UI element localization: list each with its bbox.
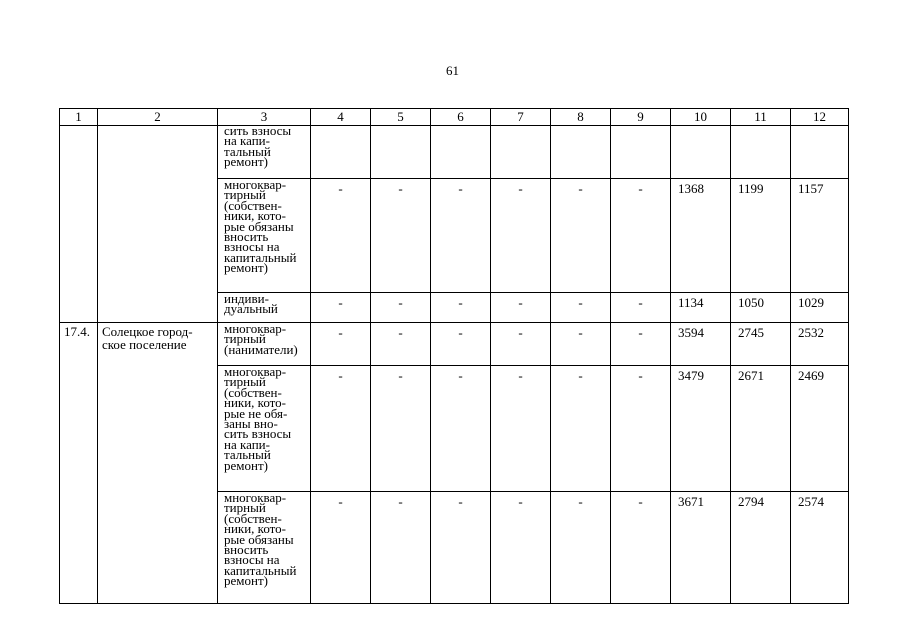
value-cell: -	[311, 293, 371, 323]
value-cell: -	[491, 179, 551, 293]
value-cell: -	[611, 293, 671, 323]
value-cell: -	[491, 492, 551, 604]
value-cell: -	[431, 293, 491, 323]
column-header: 4	[311, 109, 371, 126]
value-cell	[311, 126, 371, 179]
settlement-cell	[98, 126, 218, 323]
column-header: 6	[431, 109, 491, 126]
value-cell: -	[371, 366, 431, 492]
table-row	[60, 323, 849, 366]
housing-type-cell: многоквар- тирный (собствен- ники, кото- рые обязаны вносить взносы на капитальный ремонт)	[218, 179, 311, 293]
housing-type-cell: сить взносы на капи- тальный ремонт)	[218, 126, 311, 179]
value-cell: -	[551, 323, 611, 366]
value-cell: -	[551, 293, 611, 323]
value-cell: -	[371, 179, 431, 293]
value-cell: -	[311, 323, 371, 366]
value-cell: -	[431, 179, 491, 293]
value-cell: -	[491, 293, 551, 323]
value-cell: -	[491, 323, 551, 366]
housing-type-cell: многоквар- тирный (наниматели)	[218, 323, 311, 366]
column-header: 12	[791, 109, 849, 126]
column-header: 1	[60, 109, 98, 126]
value-cell	[491, 126, 551, 179]
value-cell: 1134	[671, 293, 731, 323]
value-cell: -	[611, 492, 671, 604]
column-header: 2	[98, 109, 218, 126]
value-cell	[371, 126, 431, 179]
column-header: 10	[671, 109, 731, 126]
value-cell: -	[371, 492, 431, 604]
column-header: 7	[491, 109, 551, 126]
value-cell: 1368	[671, 179, 731, 293]
value-cell: 2532	[791, 323, 849, 366]
value-cell: -	[311, 492, 371, 604]
value-cell: 2671	[731, 366, 791, 492]
value-cell: 2469	[791, 366, 849, 492]
value-cell: 1157	[791, 179, 849, 293]
value-cell: -	[371, 323, 431, 366]
row-index-cell: 17.4.	[60, 323, 98, 604]
value-cell: -	[611, 366, 671, 492]
housing-type-cell: индиви- дуальный	[218, 293, 311, 323]
tariff-table	[59, 108, 849, 604]
housing-type-cell: многоквар- тирный (собствен- ники, кото- рые не обя- заны вно- сить взносы на капи- тальный ремонт)	[218, 366, 311, 492]
value-cell: -	[551, 179, 611, 293]
value-cell: -	[431, 323, 491, 366]
value-cell: 3479	[671, 366, 731, 492]
value-cell: 2794	[731, 492, 791, 604]
column-header: 11	[731, 109, 791, 126]
value-cell: -	[431, 492, 491, 604]
value-cell: -	[311, 179, 371, 293]
value-cell: -	[611, 323, 671, 366]
value-cell: 1050	[731, 293, 791, 323]
column-header: 9	[611, 109, 671, 126]
row-index-cell	[60, 126, 98, 323]
value-cell: 1199	[731, 179, 791, 293]
value-cell	[551, 126, 611, 179]
value-cell: -	[431, 366, 491, 492]
value-cell	[671, 126, 731, 179]
table-row	[60, 126, 849, 179]
value-cell: -	[311, 366, 371, 492]
value-cell: -	[551, 366, 611, 492]
value-cell	[731, 126, 791, 179]
column-header: 3	[218, 109, 311, 126]
value-cell: 3671	[671, 492, 731, 604]
value-cell	[791, 126, 849, 179]
value-cell: -	[491, 366, 551, 492]
value-cell	[431, 126, 491, 179]
value-cell	[611, 126, 671, 179]
value-cell: 2745	[731, 323, 791, 366]
value-cell: -	[371, 293, 431, 323]
value-cell: -	[551, 492, 611, 604]
settlement-cell: Солецкое город- ское поселение	[98, 323, 218, 604]
value-cell: -	[611, 179, 671, 293]
value-cell: 3594	[671, 323, 731, 366]
page-number: 61	[446, 63, 459, 78]
value-cell: 2574	[791, 492, 849, 604]
column-header: 8	[551, 109, 611, 126]
value-cell: 1029	[791, 293, 849, 323]
housing-type-cell: многоквар- тирный (собствен- ники, кото- рые обязаны вносить взносы на капитальный ремонт)	[218, 492, 311, 604]
header-row	[60, 109, 849, 126]
column-header: 5	[371, 109, 431, 126]
